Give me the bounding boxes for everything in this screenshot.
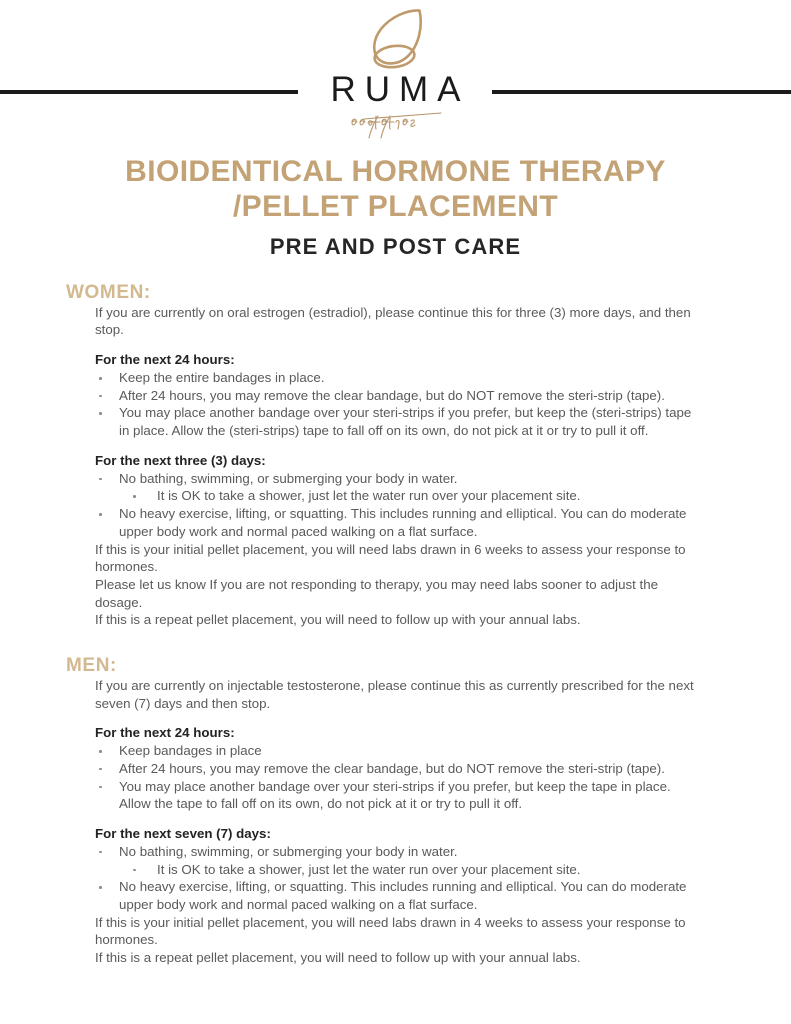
page-title-line-2: /PELLET PLACEMENT — [232, 190, 559, 224]
men-subheading-24-hours: For the next 24 hours: — [95, 725, 235, 741]
list-item: Keep the entire bandages in place. — [95, 369, 703, 387]
women-subheading-three-days: For the next three (3) days: — [95, 452, 266, 468]
women-24-hour-list — [95, 369, 703, 440]
section-women — [0, 304, 751, 629]
section-heading-women: WOMEN: — [66, 281, 151, 303]
men-intro-paragraph: If you are currently on injectable testosterone, please continue this as currently prescribed for the next seven (7) days and then stop. — [95, 677, 694, 711]
brand-logo — [0, 4, 791, 139]
list-item: No bathing, swimming, or submerging your body in water. — [95, 843, 703, 861]
list-item: Keep bandages in place — [95, 742, 703, 760]
women-closing-3: If this is a repeat pellet placement, you will need to follow up with your annual labs. — [95, 612, 581, 628]
list-item: You may place another bandage over your steri-strips if you prefer, but keep the (steri-strips) tape in place. Allow the (steri-strips) tape to fall off on its own, do not pick at it or try to pull it off. — [95, 404, 703, 439]
document-header — [0, 0, 791, 148]
list-item: After 24 hours, you may remove the clear bandage, but do NOT remove the steri-strip (tape). — [95, 387, 703, 405]
brand-script-aesthetics — [336, 107, 456, 139]
page-subtitle: PRE AND POST CARE — [269, 233, 522, 259]
women-intro-paragraph: If you are currently on oral estrogen (estradiol), please continue this for three (3) more days, and then stop. — [95, 304, 691, 338]
leaf-circle-logo-icon — [359, 4, 433, 74]
women-subheading-24-hours: For the next 24 hours: — [95, 352, 235, 368]
brand-wordmark: RUMA — [330, 70, 470, 109]
men-closing-2: If this is a repeat pellet placement, you will need to follow up with your annual labs. — [95, 949, 581, 965]
list-item: After 24 hours, you may remove the clear bandage, but do NOT remove the steri-strip (tape). — [95, 760, 703, 778]
list-item-sub: It is OK to take a shower, just let the water run over your placement site. — [95, 487, 703, 505]
women-closing-1: If this is your initial pellet placement, you will need labs drawn in 6 weeks to assess your response to hormones. — [95, 541, 686, 575]
men-closing-1: If this is your initial pellet placement, you will need labs drawn in 4 weeks to assess your response to hormones. — [95, 914, 686, 948]
women-three-day-list — [95, 470, 703, 541]
men-seven-day-list — [95, 843, 703, 914]
men-24-hour-list — [95, 742, 703, 813]
list-item: No bathing, swimming, or submerging your body in water. — [95, 470, 703, 488]
list-item-sub: It is OK to take a shower, just let the water run over your placement site. — [95, 861, 703, 879]
list-item: You may place another bandage over your steri-strips if you prefer, but keep the tape in place. Allow the tape to fall off on its own, do not pick at it or try to pull it off. — [95, 778, 703, 813]
document-title-block — [0, 154, 791, 260]
section-men — [0, 677, 751, 967]
document-body — [0, 282, 791, 967]
page-title-line-1: BIOIDENTICAL HORMONE THERAPY — [125, 155, 666, 188]
list-item: No heavy exercise, lifting, or squatting. This includes running and elliptical. You can do moderate upper body work and normal paced walking on a flat surface. — [95, 878, 703, 913]
women-closing-2: Please let us know If you are not responding to therapy, you may need labs sooner to adjust the dosage. — [95, 576, 659, 610]
section-heading-men: MEN: — [66, 654, 117, 676]
list-item: No heavy exercise, lifting, or squatting. This includes running and elliptical. You can do moderate upper body work and normal paced walking on a flat surface. — [95, 505, 703, 540]
men-subheading-seven-days: For the next seven (7) days: — [95, 825, 271, 841]
